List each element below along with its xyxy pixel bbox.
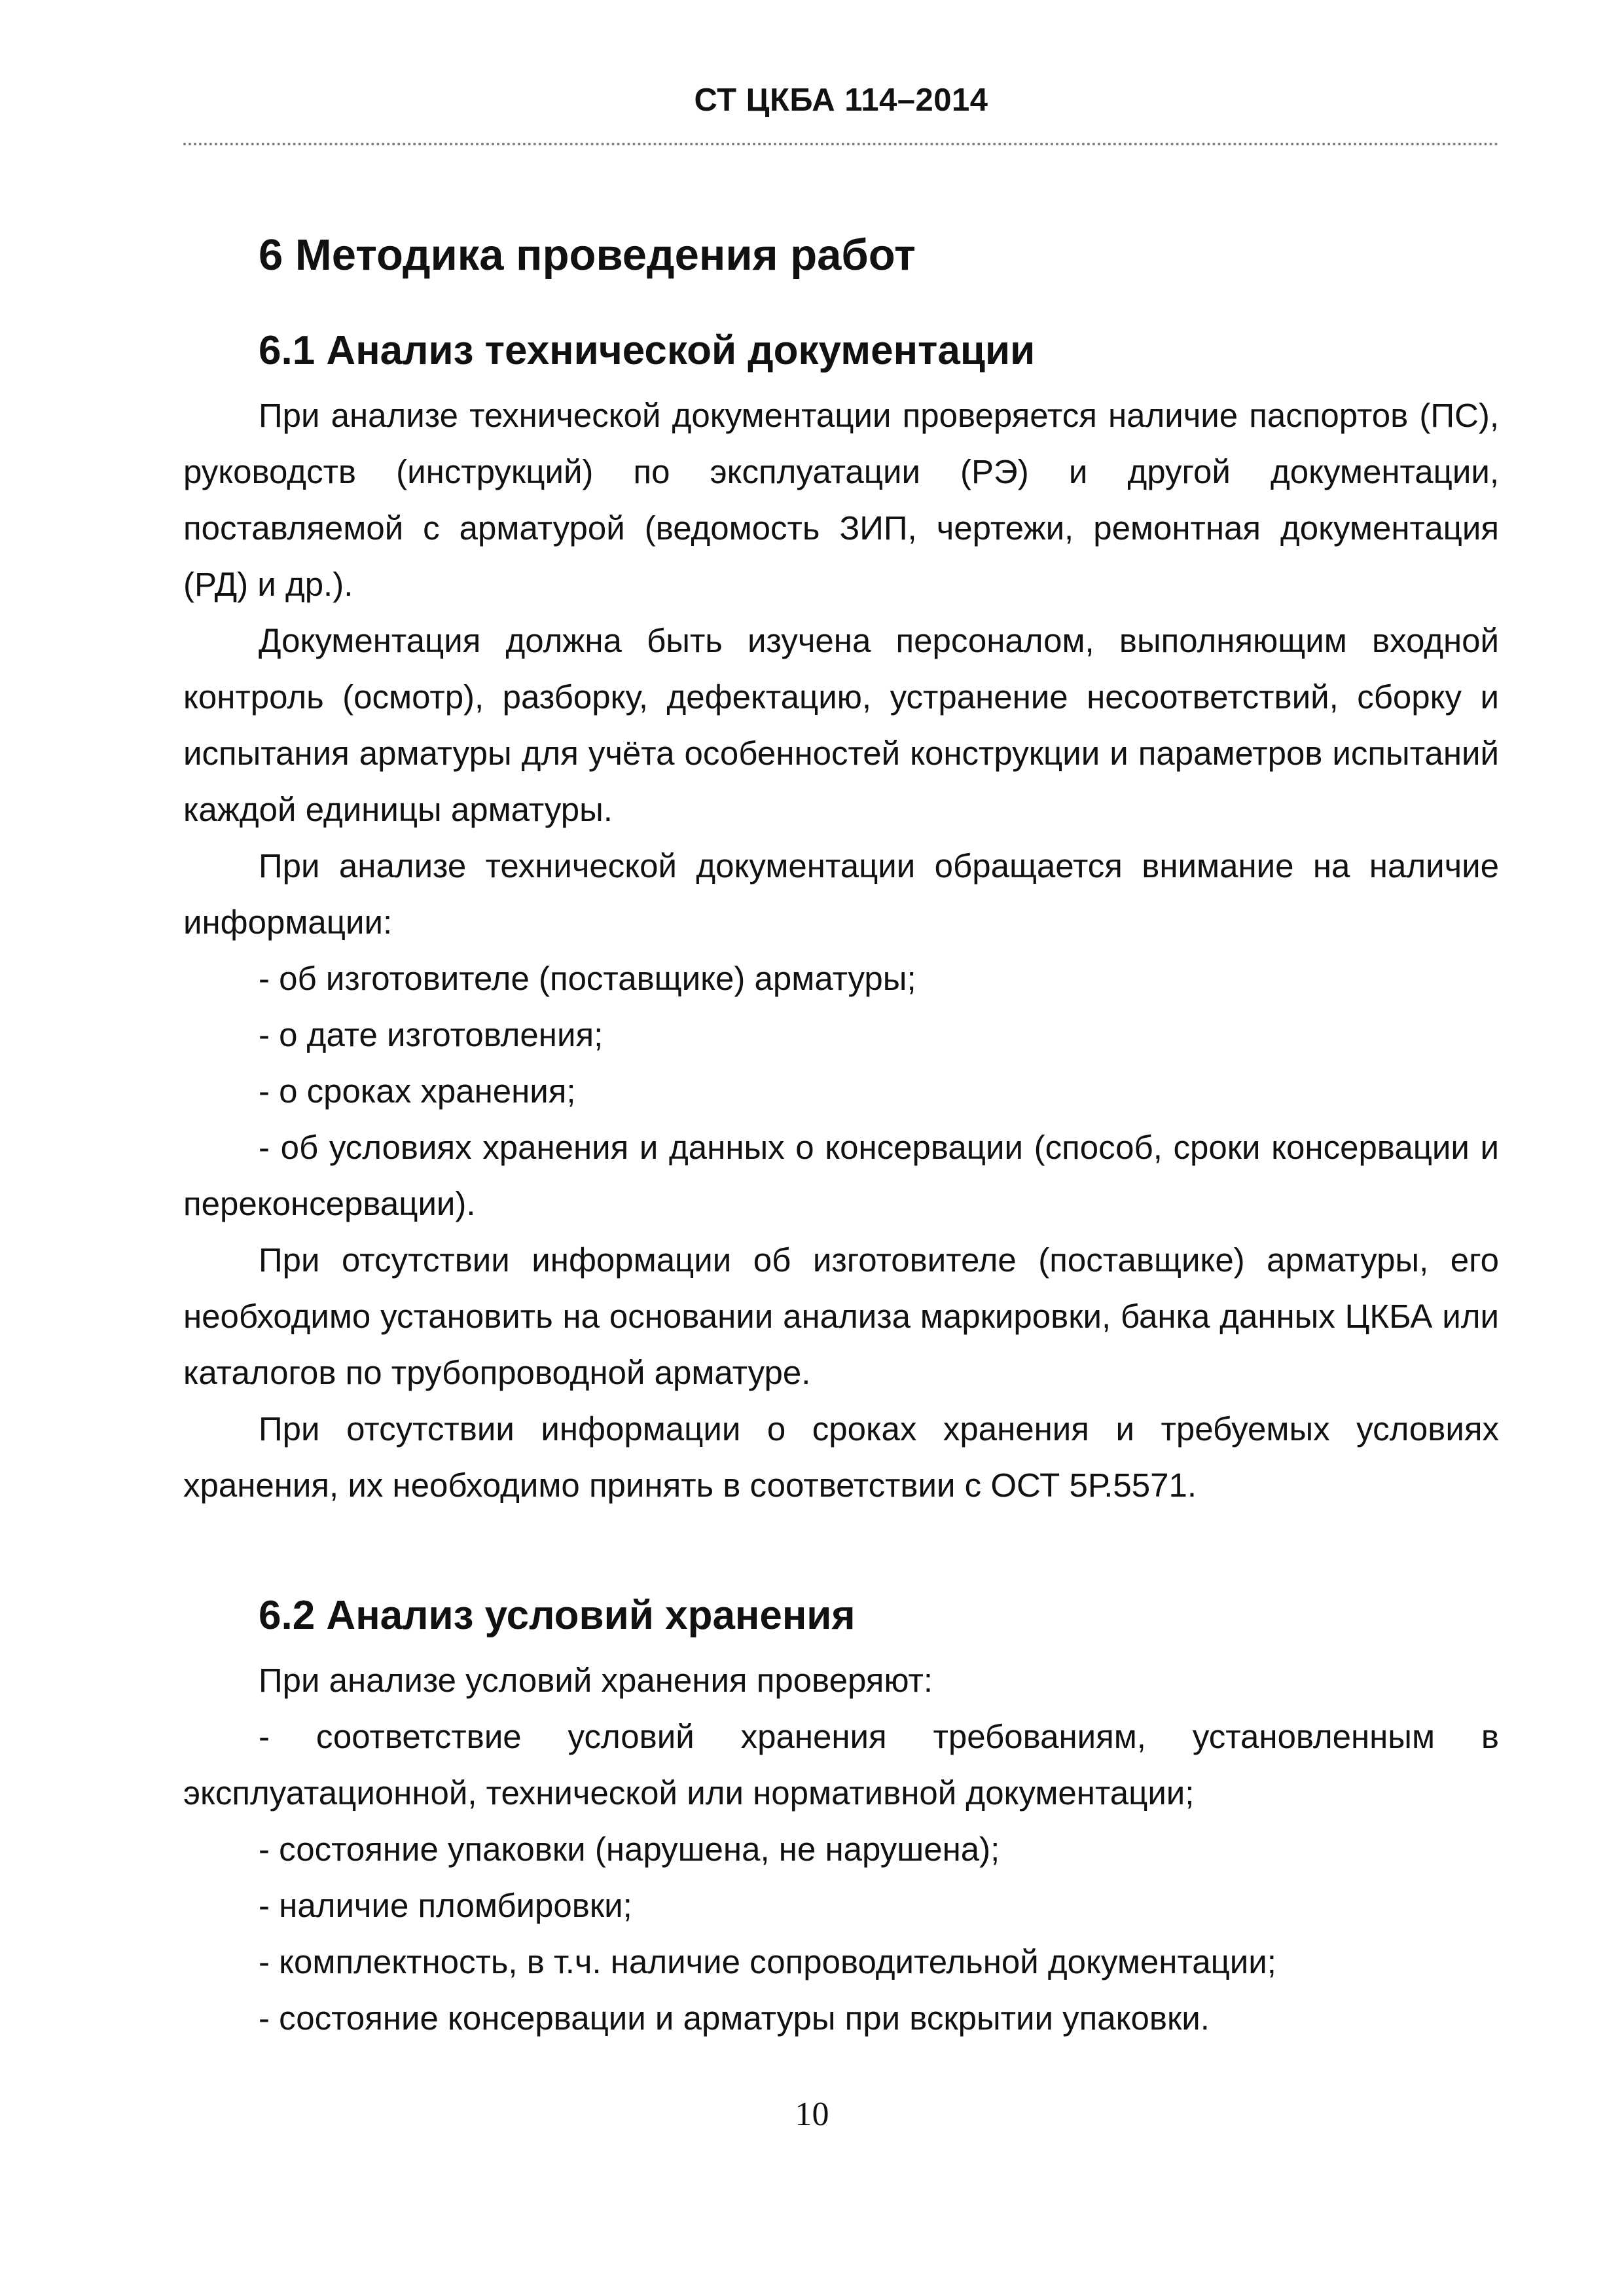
section-6-1-paragraph-4: При отсутствии информации об изготовителе (поставщике) арматуры, его необходимо установить на основании анализа маркировки, банка данных ЦКБА или каталогов по трубопроводной арматуре.: [183, 1241, 1499, 1391]
list-item-manufacture-date: - о дате изготовления;: [259, 1016, 604, 1053]
list-item-storage-period: - о сроках хранения;: [259, 1072, 576, 1110]
page-content: [183, 216, 1499, 2047]
section-6-1-paragraph-5: При отсутствии информации о сроках хранения и требуемых условиях хранения, их необходимо принять в соответствии с ОСТ 5Р.5571.: [183, 1410, 1499, 1504]
section-6-1-paragraph-2: Документация должна быть изучена персоналом, выполняющим входной контроль (осмотр), разборку, дефектацию, устранение несоответствий, сборку и испытания арматуры для учёта особенностей конструкции и параметров испытаний каждой единицы арматуры.: [183, 622, 1499, 828]
list-item-completeness: - комплектность, в т.ч. наличие сопроводительной документации;: [259, 1943, 1276, 1980]
list-item-preservation-state: - состояние консервации и арматуры при вскрытии упаковки.: [259, 1999, 1210, 2037]
section-6-1-heading: 6.1 Анализ технической документации: [259, 328, 1036, 373]
list-item-storage-conditions: - об условиях хранения и данных о консервации (способ, сроки консервации и переконсервации).: [183, 1129, 1499, 1222]
header-divider: [183, 143, 1499, 145]
section-6-heading: 6 Методика проведения работ: [259, 230, 916, 280]
section-6-1-paragraph-1: При анализе технической документации проверяется наличие паспортов (ПС), руководств (инструкций) по эксплуатации (РЭ) и другой документации, поставляемой с арматурой (ведомость ЗИП, чертежи, ремонтная документация (РД) и др.).: [183, 397, 1499, 603]
document-code-header: СТ ЦКБА 114–2014: [694, 82, 988, 118]
page-number: 10: [795, 2096, 829, 2133]
list-item-manufacturer: - об изготовителе (поставщике) арматуры;: [259, 960, 916, 997]
section-6-2-heading: 6.2 Анализ условий хранения: [259, 1593, 856, 1638]
list-item-packaging-state: - состояние упаковки (нарушена, не нарушена);: [259, 1831, 1000, 1868]
section-6-1-paragraph-3: При анализе технической документации обращается внимание на наличие информации:: [183, 847, 1499, 941]
list-item-conditions-compliance: - соответствие условий хранения требованиям, установленным в эксплуатационной, технической или нормативной документации;: [183, 1718, 1499, 1812]
section-6-2-intro: При анализе условий хранения проверяют:: [259, 1662, 933, 1699]
list-item-sealing: - наличие пломбировки;: [259, 1887, 632, 1924]
